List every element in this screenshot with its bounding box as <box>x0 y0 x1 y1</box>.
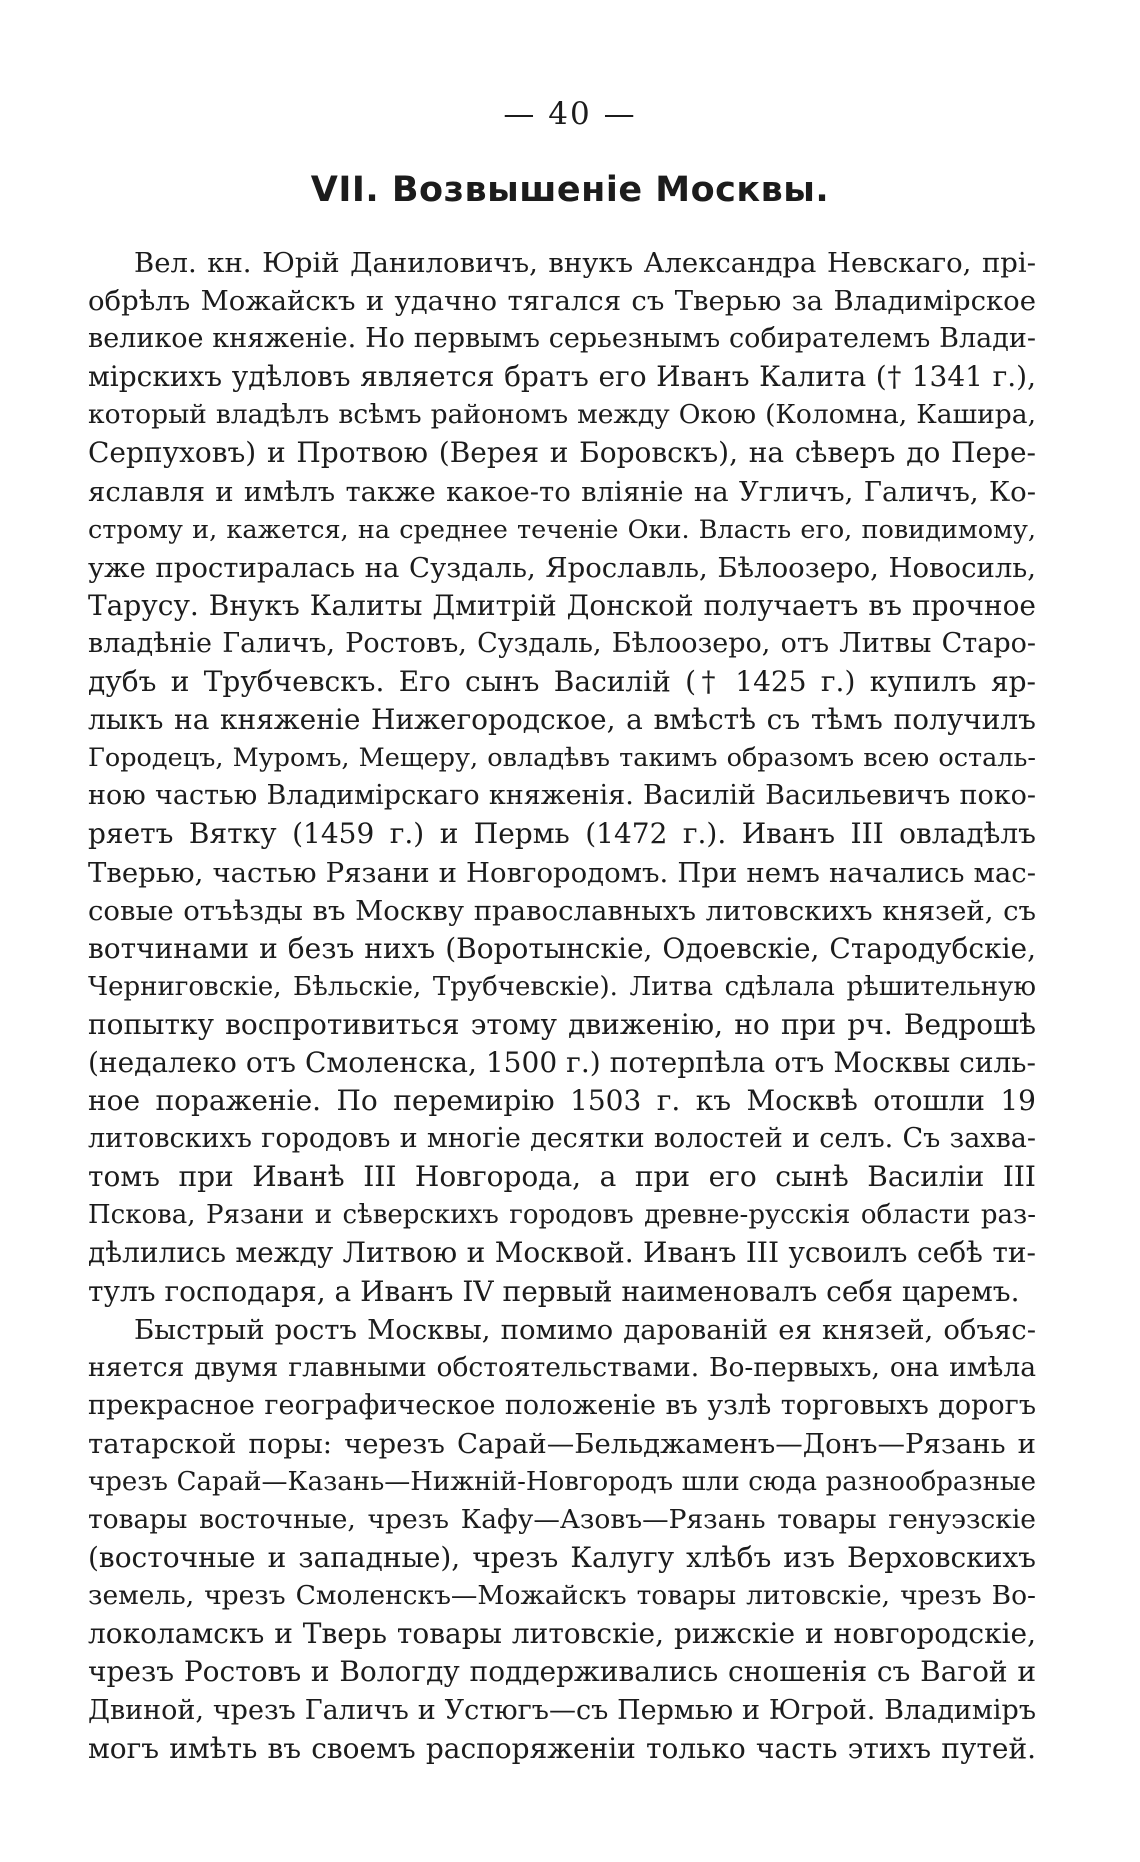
text-line: татарской поры: черезъ Сарай—Бельджаменъ—Донъ—Рязань и <box>88 1427 1036 1460</box>
text-line: (недалеко отъ Смоленска, 1500 г.) потерпѣла отъ Москвы силь- <box>88 1045 1036 1079</box>
text-line: вотчинами и безъ нихъ (Воротынскіе, Одоевскіе, Стародубскіе, <box>88 931 1036 965</box>
text-line: попытку воспротивиться этому движенію, но при рч. Ведрошѣ <box>88 1007 1036 1041</box>
text-line: чрезъ Ростовъ и Вологду поддерживались сношенія съ Вагой и <box>88 1655 1036 1689</box>
text-line: дубъ и Трубчевскъ. Его сынъ Василій († 1425 г.) купилъ яр- <box>88 665 1036 699</box>
text-line: Городецъ, Муромъ, Мещеру, овладѣвъ такимъ образомъ всею осталь- <box>88 743 1036 774</box>
text-line: мірскихъ удѣловъ является братъ его Иванъ Калита († 1341 г.), <box>88 360 1036 394</box>
text-line: строму и, кажется, на среднее теченіе Оки. Власть его, повидимому, <box>88 514 1036 545</box>
text-line: дѣлились между Литвою и Москвой. Иванъ III усвоилъ себѣ ти- <box>88 1236 1036 1270</box>
text-line: Серпуховъ) и Протвою (Верея и Боровскъ), на сѣверъ до Пере- <box>88 436 1036 470</box>
text-line: лыкъ на княженіе Нижегородское, а вмѣстѣ съ тѣмъ получилъ <box>88 703 1036 737</box>
text-line: литовскихъ городовъ и многіе десятки волостей и селъ. Съ захва- <box>88 1123 1036 1155</box>
text-line: чрезъ Сарай—Казань—Нижній-Новгородъ шли сюда разнообразные <box>88 1467 1036 1497</box>
text-line: Пскова, Рязани и сѣверскихъ городовъ древне-русскія области раз- <box>88 1200 1036 1231</box>
page-number: — 40 — <box>503 96 637 132</box>
text-line: совые отъѣзды въ Москву православныхъ литовскихъ князей, съ <box>88 894 1036 927</box>
text-line: товары восточные, чрезъ Кафу—Азовъ—Рязань товары генуэзскіе <box>88 1504 1036 1536</box>
text-line: прекрасное географическое положеніе въ узлѣ торговыхъ дорогъ <box>88 1389 1036 1421</box>
text-line: Тверью, частью Рязани и Новгородомъ. При немъ начались мас- <box>88 856 1036 889</box>
text-line: локоламскъ и Тверь товары литовскіе, рижскіе и новгородскіе, <box>88 1617 1036 1651</box>
text-line: Черниговскіе, Бѣльскіе, Трубчевскіе). Литва сдѣлала рѣшительную <box>88 971 1036 1002</box>
text-line: обрѣлъ Можайскъ и удачно тягался съ Тверью за Владимірское <box>88 285 1036 318</box>
text-line: Вел. кн. Юрій Даниловичъ, внукъ Александра Невскаго, прі- <box>134 247 1036 279</box>
text-line: великое княженіе. Но первымъ серьезнымъ собирателемъ Влади- <box>88 323 1036 355</box>
text-line: земель, чрезъ Смоленскъ—Можайскъ товары литовскіе, чрезъ Во- <box>88 1580 1036 1612</box>
text-line: уже простиралась на Суздаль, Ярославль, Бѣлоозеро, Новосиль, <box>88 551 1036 584</box>
chapter-title: VII. Возвышеніе Москвы. <box>310 170 830 210</box>
text-line: томъ при Иванѣ III Новгорода, а при его сынѣ Василіи III <box>88 1160 1036 1194</box>
text-line: ною частью Владимірскаго княженія. Василій Васильевичъ поко- <box>88 780 1036 812</box>
text-line: яславля и имѣлъ также какое-то вліяніе на Угличъ, Галичъ, Ко- <box>88 475 1036 508</box>
text-line: ряетъ Вятку (1459 г.) и Пермь (1472 г.). Иванъ III овладѣлъ <box>88 817 1036 851</box>
text-line: тулъ господаря, а Иванъ IV первый наименовалъ себя царемъ. <box>88 1274 1020 1308</box>
text-line: (восточные и западные), чрезъ Калугу хлѣбъ изъ Верховскихъ <box>88 1541 1036 1575</box>
text-line: Двиной, чрезъ Галичъ и Устюгъ—съ Пермью и Югрой. Владиміръ <box>88 1694 1036 1726</box>
text-line: Тарусу. Внукъ Калиты Дмитрій Донской получаетъ въ прочное <box>88 588 1036 622</box>
text-line: который владѣлъ всѣмъ райономъ между Окою (Коломна, Кашира, <box>88 399 1036 431</box>
text-line: Быстрый ростъ Москвы, помимо дарованій ея князей, объяс- <box>134 1313 1036 1346</box>
text-line: няется двумя главными обстоятельствами. Во-первыхъ, она имѣла <box>88 1351 1036 1383</box>
text-line: ное пораженіе. По перемирію 1503 г. къ Москвѣ отошли 19 <box>88 1084 1036 1118</box>
body-text <box>88 244 1036 1768</box>
text-line: могъ имѣть въ своемъ распоряженіи только часть этихъ путей. <box>88 1731 1036 1765</box>
text-line: владѣніе Галичъ, Ростовъ, Суздаль, Бѣлоозеро, отъ Литвы Старо- <box>88 627 1036 659</box>
